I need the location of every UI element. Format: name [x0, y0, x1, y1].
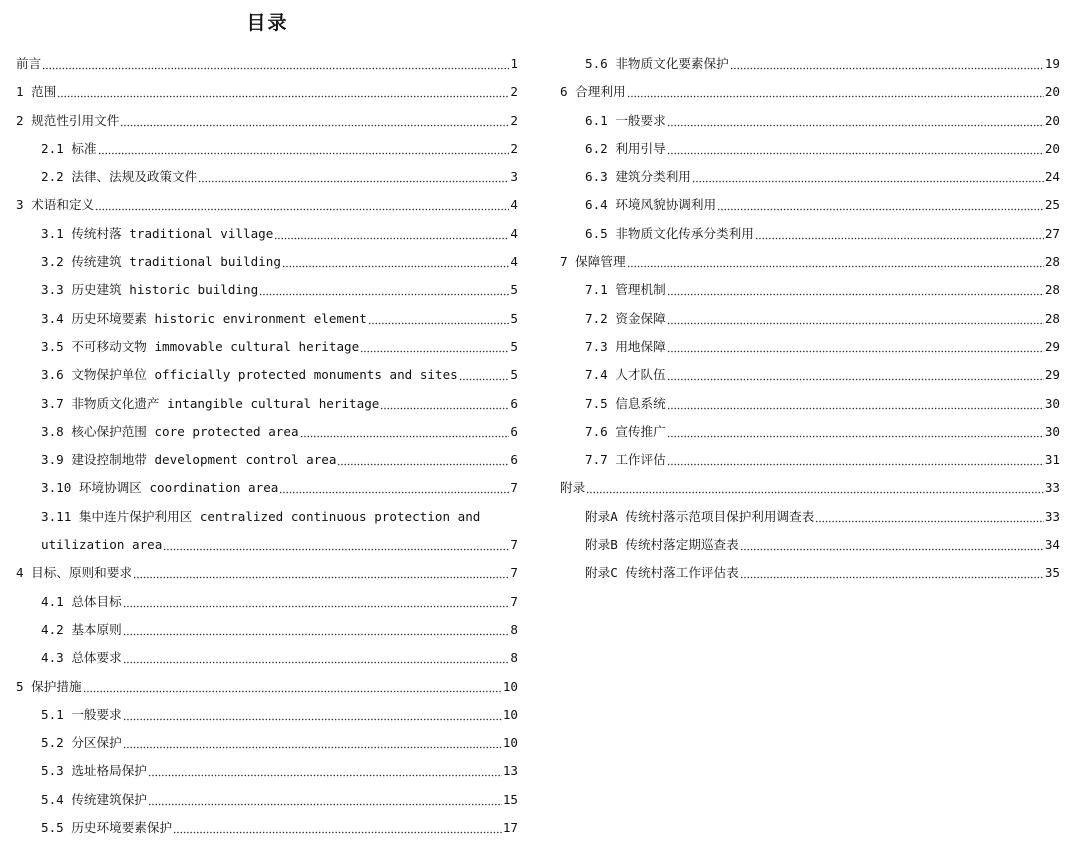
toc-entry[interactable] — [16, 757, 518, 785]
dot-leader — [173, 814, 502, 842]
toc-entry[interactable] — [560, 163, 1060, 191]
toc-page-number: 8 — [510, 621, 518, 637]
toc-entry[interactable] — [16, 588, 518, 616]
toc-entry-label: 前言 — [16, 56, 42, 71]
toc-right-column — [560, 50, 1060, 588]
dot-leader — [627, 248, 1044, 276]
toc-entry[interactable] — [16, 786, 518, 814]
toc-entry[interactable] — [560, 50, 1060, 78]
toc-entry-label: 5.2 分区保护 — [41, 735, 122, 751]
toc-entry[interactable] — [16, 276, 518, 304]
toc-entry-label: 7.7 工作评估 — [585, 452, 666, 468]
toc-entry[interactable] — [16, 163, 518, 191]
toc-entry-label-continued: utilization area — [41, 537, 163, 553]
toc-entry[interactable] — [16, 701, 518, 729]
dot-leader — [259, 276, 509, 304]
toc-page-number: 33 — [1044, 508, 1060, 524]
toc-entry[interactable] — [16, 333, 518, 361]
toc-entry-label: 6.1 一般要求 — [585, 112, 666, 128]
toc-page-number: 34 — [1044, 537, 1060, 553]
dot-leader — [148, 757, 502, 785]
dot-leader — [667, 107, 1044, 135]
toc-entry[interactable] — [16, 248, 518, 276]
dot-leader — [667, 418, 1044, 446]
toc-entry[interactable] — [560, 107, 1060, 135]
dot-leader — [667, 276, 1044, 304]
toc-page-number: 2 — [510, 84, 518, 100]
toc-entry-label: 7.5 信息系统 — [585, 395, 666, 411]
toc-entry-label: 附录 — [560, 480, 586, 496]
toc-entry-label: 7.1 管理机制 — [585, 282, 666, 298]
toc-entry[interactable] — [560, 559, 1060, 587]
toc-page-number: 20 — [1044, 84, 1060, 100]
toc-entry-label: 3.10 环境协调区 coordination area — [41, 480, 279, 496]
toc-page-number: 5 — [510, 367, 518, 383]
toc-entry-label: 7 保障管理 — [560, 254, 626, 270]
toc-entry[interactable] — [16, 418, 518, 446]
toc-page-number: 2 — [510, 140, 518, 156]
dot-leader — [360, 333, 509, 361]
toc-entry-label: 附录A 传统村落示范项目保护利用调查表 — [585, 508, 815, 524]
toc-entry-label: 5.5 历史环境要素保护 — [41, 820, 173, 836]
toc-entry[interactable] — [16, 220, 518, 248]
dot-leader — [123, 701, 502, 729]
toc-entry-label: 5.3 选址格局保护 — [41, 763, 147, 779]
toc-entry-label: 3.5 不可移动文物 immovable cultural heritage — [41, 338, 360, 354]
toc-entry[interactable] — [16, 50, 518, 78]
toc-entry-continuation[interactable] — [16, 531, 518, 559]
toc-entry-label: 6.5 非物质文化传承分类利用 — [585, 225, 754, 241]
toc-entry[interactable] — [16, 135, 518, 163]
toc-entry-label: 7.4 人才队伍 — [585, 367, 666, 383]
toc-entry[interactable] — [16, 644, 518, 672]
toc-page-number: 30 — [1044, 423, 1060, 439]
dot-leader — [667, 390, 1044, 418]
toc-entry[interactable] — [16, 503, 518, 531]
dot-leader — [815, 503, 1044, 531]
toc-entry-label: 3.7 非物质文化遗产 intangible cultural heritage — [41, 395, 380, 411]
dot-leader — [368, 305, 510, 333]
toc-page-number: 7 — [510, 593, 518, 609]
toc-entry[interactable] — [560, 248, 1060, 276]
toc-entry-label: 3.9 建设控制地带 development control area — [41, 452, 337, 468]
toc-page-number: 28 — [1044, 254, 1060, 270]
toc-entry[interactable] — [560, 390, 1060, 418]
toc-page-number: 28 — [1044, 282, 1060, 298]
dot-leader — [57, 78, 509, 106]
toc-page-number: 1 — [510, 56, 518, 71]
toc-page-number: 31 — [1044, 452, 1060, 468]
toc-entry-label: 3.2 传统建筑 traditional building — [41, 254, 281, 270]
toc-entry-label: 1 范围 — [16, 84, 57, 100]
dot-leader — [380, 390, 509, 418]
toc-entry[interactable] — [560, 474, 1060, 502]
toc-page-number: 10 — [502, 678, 518, 694]
dot-leader — [282, 248, 509, 276]
toc-entry[interactable] — [560, 305, 1060, 333]
toc-page-number: 5 — [510, 338, 518, 354]
toc-entry[interactable] — [560, 135, 1060, 163]
dot-leader — [740, 531, 1044, 559]
toc-entry-label: 3 术语和定义 — [16, 197, 95, 213]
dot-leader — [123, 616, 510, 644]
toc-page-number: 25 — [1044, 197, 1060, 213]
dot-leader — [627, 78, 1044, 106]
toc-entry-label: 2.1 标准 — [41, 140, 97, 156]
toc-entry[interactable] — [16, 107, 518, 135]
dot-leader — [667, 135, 1044, 163]
toc-page-number: 20 — [1044, 140, 1060, 156]
toc-entry[interactable] — [16, 616, 518, 644]
dot-leader — [95, 191, 509, 219]
toc-entry-label: 6 合理利用 — [560, 84, 626, 100]
dot-leader — [300, 418, 510, 446]
toc-entry-label: 2.2 法律、法规及政策文件 — [41, 169, 198, 185]
toc-entry[interactable] — [16, 305, 518, 333]
toc-entry-label: 5.4 传统建筑保护 — [41, 791, 147, 807]
toc-entry-label: 7.3 用地保障 — [585, 338, 666, 354]
dot-leader — [667, 333, 1044, 361]
toc-entry[interactable] — [560, 503, 1060, 531]
dot-leader — [163, 531, 509, 559]
toc-page-number: 4 — [510, 254, 518, 270]
toc-entry-label: 3.3 历史建筑 historic building — [41, 282, 259, 298]
toc-entry[interactable] — [16, 559, 518, 587]
toc-page-number: 30 — [1044, 395, 1060, 411]
toc-page-number: 19 — [1044, 56, 1060, 71]
toc-entry-label: 5.1 一般要求 — [41, 706, 122, 722]
toc-page-number: 7 — [510, 480, 518, 496]
dot-leader — [586, 474, 1044, 502]
toc-entry-label: 附录B 传统村落定期巡查表 — [585, 537, 739, 553]
toc-page-number: 10 — [502, 735, 518, 751]
toc-page-number: 4 — [510, 197, 518, 213]
dot-leader — [755, 220, 1044, 248]
toc-page-number: 24 — [1044, 169, 1060, 185]
toc-page-number: 35 — [1044, 565, 1060, 581]
toc-entry[interactable] — [560, 531, 1060, 559]
toc-left-column — [16, 50, 518, 842]
toc-entry-label: 4.1 总体目标 — [41, 593, 122, 609]
toc-page-number: 5 — [510, 282, 518, 298]
toc-page-number: 17 — [502, 820, 518, 836]
toc-entry-label: 4.3 总体要求 — [41, 650, 122, 666]
toc-entry[interactable] — [560, 333, 1060, 361]
toc-entry-label: 7.6 宣传推广 — [585, 423, 666, 439]
toc-entry-label: 6.3 建筑分类利用 — [585, 169, 691, 185]
toc-entry[interactable] — [560, 418, 1060, 446]
toc-entry[interactable] — [16, 474, 518, 502]
toc-entry[interactable] — [560, 276, 1060, 304]
toc-entry-label: 7.2 资金保障 — [585, 310, 666, 326]
toc-entry-label: 5.6 非物质文化要素保护 — [585, 56, 729, 71]
dot-leader — [459, 361, 510, 389]
dot-leader — [133, 559, 509, 587]
toc-entry[interactable] — [560, 220, 1060, 248]
toc-page-number: 29 — [1044, 367, 1060, 383]
toc-entry[interactable] — [16, 446, 518, 474]
toc-entry-label: 6.4 环境风貌协调利用 — [585, 197, 717, 213]
toc-title: 目录 — [246, 12, 289, 34]
toc-entry-label: 3.6 文物保护单位 officially protected monuments and sites — [41, 367, 458, 383]
toc-entry[interactable] — [560, 78, 1060, 106]
dot-leader — [98, 135, 510, 163]
toc-entry-label: 4 目标、原则和要求 — [16, 565, 132, 581]
toc-page-number: 7 — [510, 565, 518, 581]
dot-leader — [123, 588, 510, 616]
toc-entry[interactable] — [560, 191, 1060, 219]
toc-entry[interactable] — [16, 673, 518, 701]
toc-entry-label: 6.2 利用引导 — [585, 140, 666, 156]
toc-entry[interactable] — [16, 361, 518, 389]
dot-leader — [123, 644, 510, 672]
dot-leader — [120, 107, 509, 135]
dot-leader — [148, 786, 502, 814]
toc-page-number: 5 — [510, 310, 518, 326]
dot-leader — [667, 305, 1044, 333]
toc-entry[interactable] — [16, 78, 518, 106]
dot-leader — [42, 50, 509, 78]
toc-entry[interactable] — [560, 361, 1060, 389]
toc-page-number: 2 — [510, 112, 518, 128]
toc-entry[interactable] — [16, 191, 518, 219]
toc-entry-label: 3.1 传统村落 traditional village — [41, 225, 274, 241]
toc-page-number: 13 — [502, 763, 518, 779]
toc-entry-label: 5 保护措施 — [16, 678, 82, 694]
toc-entry-label: 4.2 基本原则 — [41, 621, 122, 637]
dot-leader — [198, 163, 509, 191]
toc-entry-label: 2 规范性引用文件 — [16, 112, 120, 128]
dot-leader — [740, 559, 1044, 587]
toc-page-number: 27 — [1044, 225, 1060, 241]
dot-leader — [337, 446, 509, 474]
toc-entry-label: 3.11 集中连片保护利用区 centralized continuous protection and — [41, 508, 481, 524]
dot-leader — [717, 191, 1044, 219]
dot-leader — [279, 474, 509, 502]
dot-leader — [667, 361, 1044, 389]
toc-page-number: 6 — [510, 452, 518, 468]
toc-entry[interactable] — [16, 729, 518, 757]
toc-entry[interactable] — [16, 390, 518, 418]
toc-entry-label: 3.8 核心保护范围 core protected area — [41, 423, 299, 439]
toc-page-number: 4 — [510, 225, 518, 241]
toc-entry-label: 3.4 历史环境要素 historic environment element — [41, 310, 367, 326]
toc-page-number: 3 — [510, 169, 518, 185]
toc-entry[interactable] — [16, 814, 518, 842]
toc-page-number: 29 — [1044, 338, 1060, 354]
toc-page-number: 28 — [1044, 310, 1060, 326]
dot-leader — [692, 163, 1044, 191]
dot-leader — [83, 673, 502, 701]
dot-leader — [667, 446, 1044, 474]
toc-entry-label: 附录C 传统村落工作评估表 — [585, 565, 739, 581]
toc-page-number: 10 — [502, 706, 518, 722]
dot-leader — [730, 50, 1044, 78]
toc-page-number: 7 — [510, 537, 518, 553]
toc-page-number: 20 — [1044, 112, 1060, 128]
toc-page-number: 15 — [502, 791, 518, 807]
toc-entry[interactable] — [560, 446, 1060, 474]
toc-page-number: 33 — [1044, 480, 1060, 496]
dot-leader — [123, 729, 502, 757]
toc-page-number: 6 — [510, 423, 518, 439]
dot-leader — [274, 220, 509, 248]
toc-page-number: 8 — [510, 650, 518, 666]
toc-page-number: 6 — [510, 395, 518, 411]
